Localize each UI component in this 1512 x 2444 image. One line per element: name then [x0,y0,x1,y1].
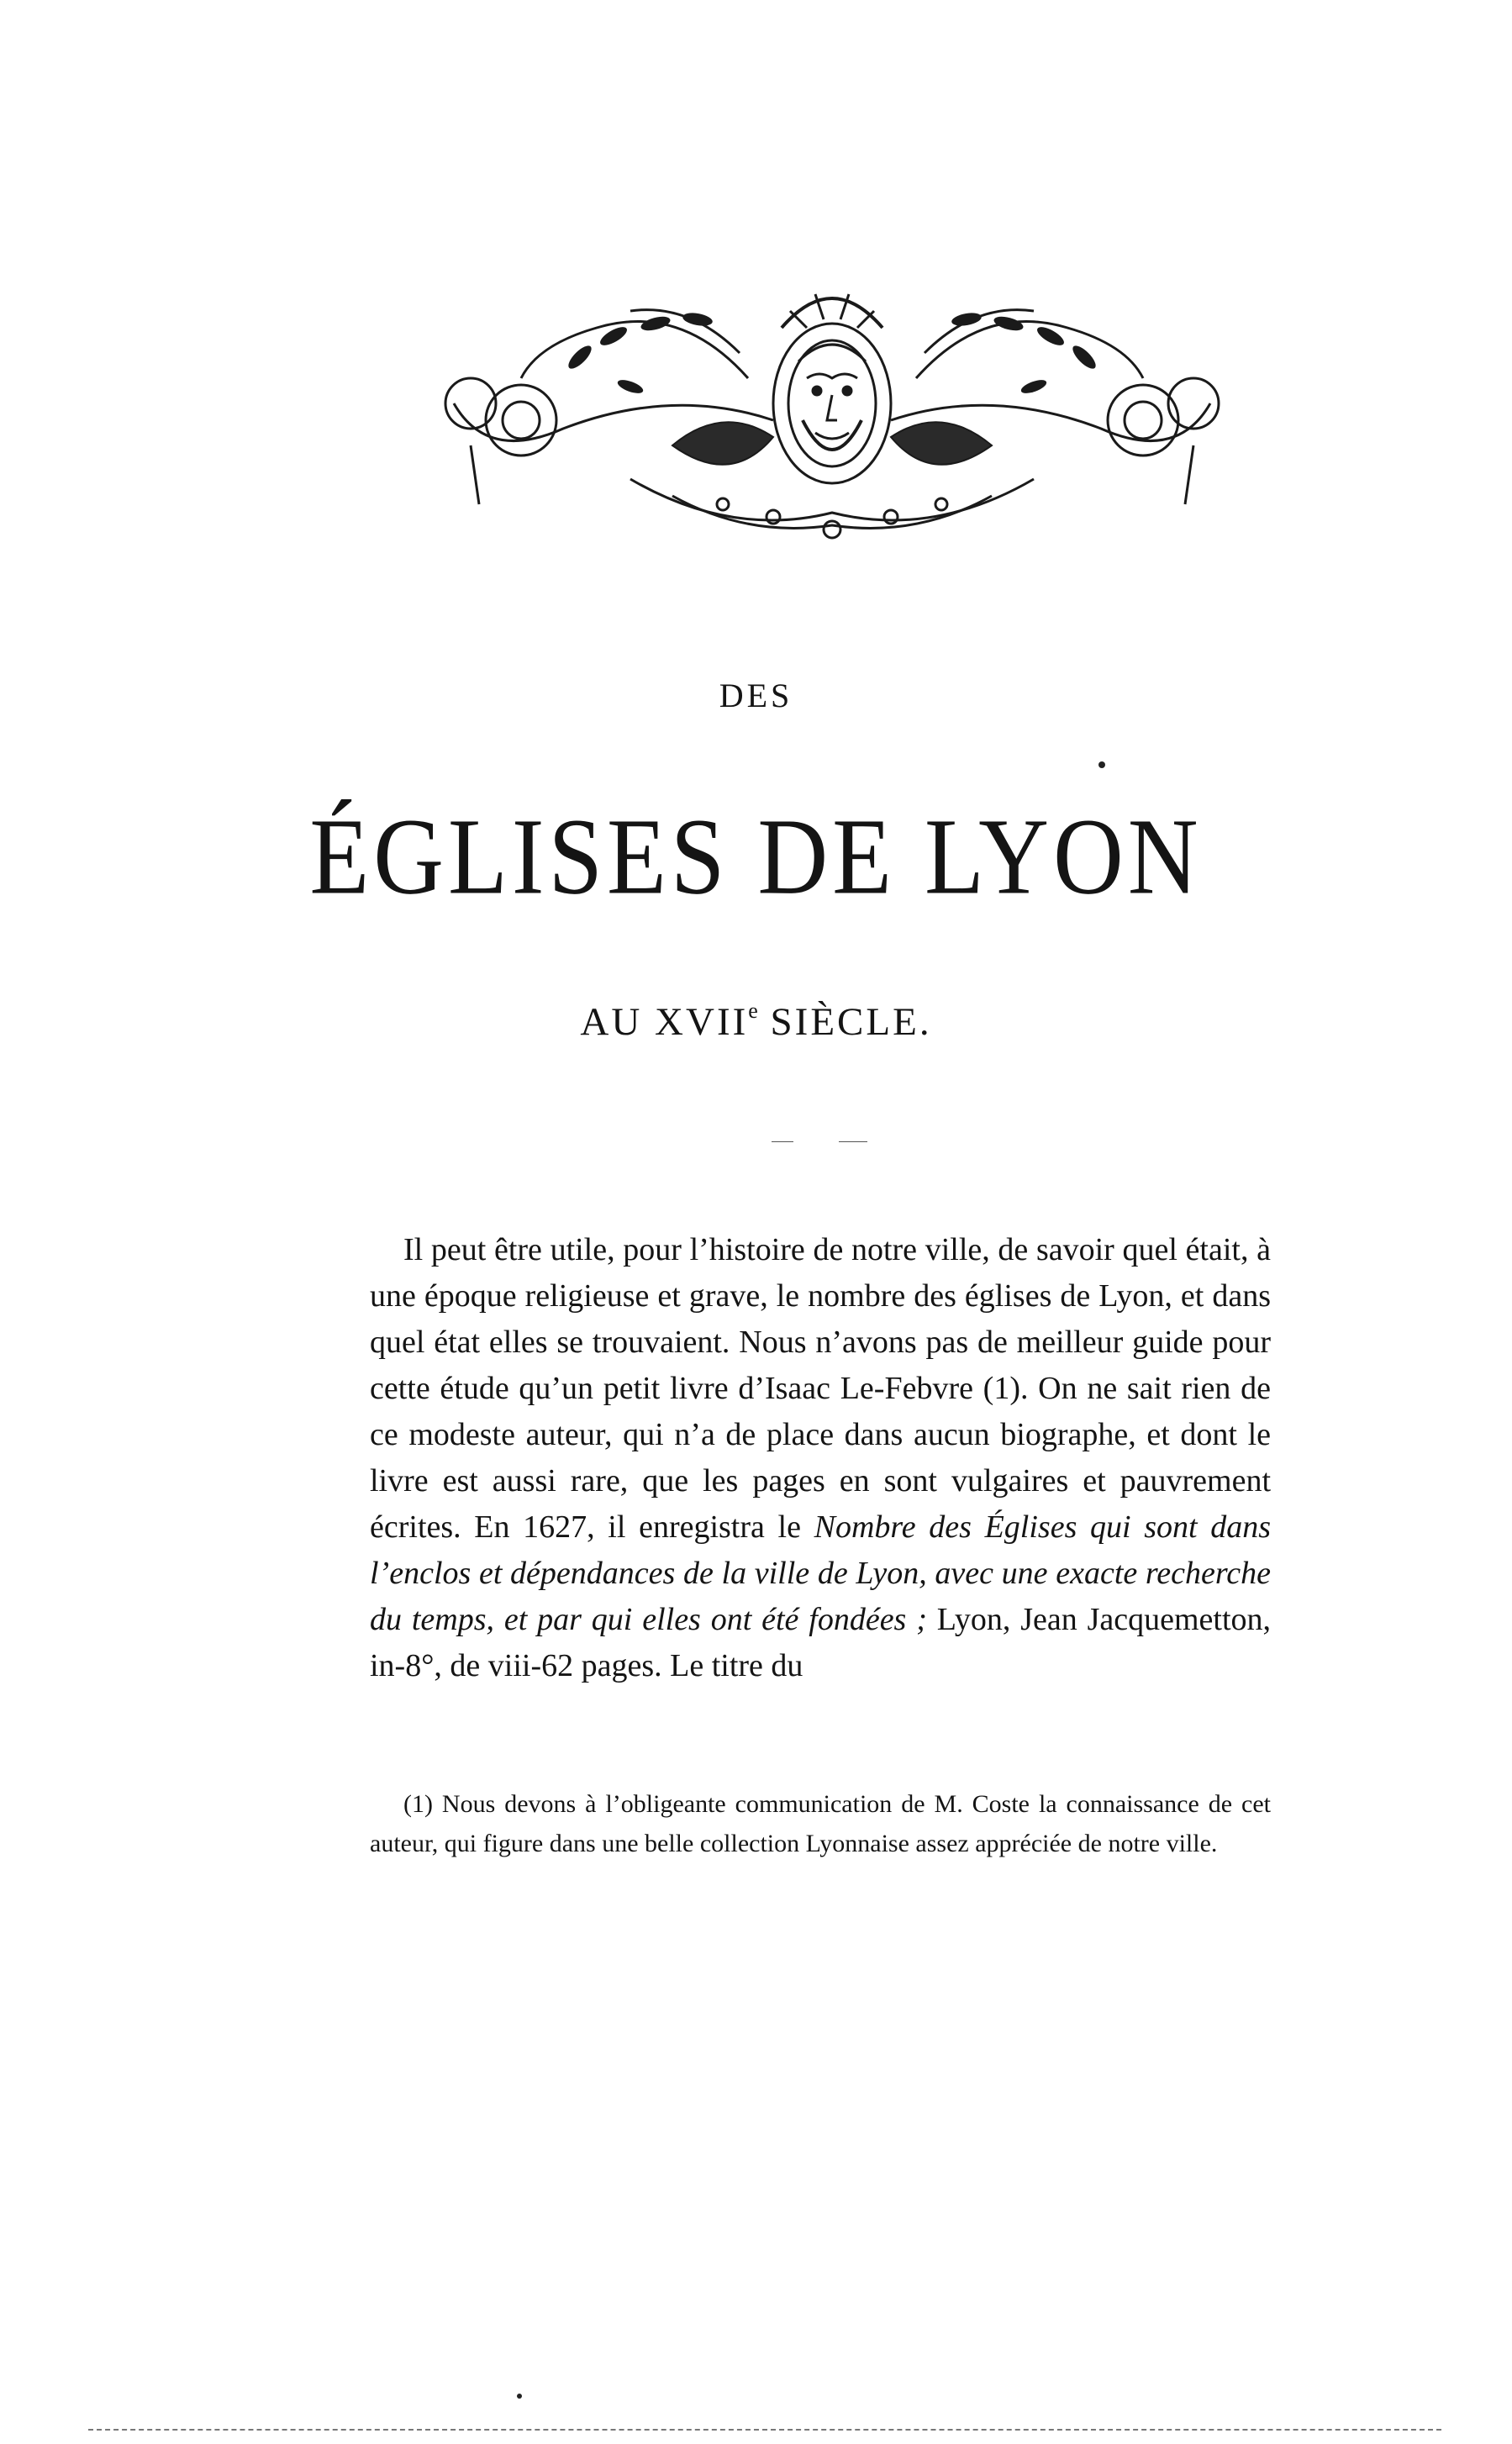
page-subtitle: AU XVIIe SIÈCLE. [580,998,932,1044]
page-title: ÉGLISES DE LYON [309,797,1203,918]
foliate-mask-headpiece-icon [420,277,1244,555]
printer-dot [1098,761,1105,768]
ornamental-rule-left [772,1141,793,1142]
stray-mark [517,2394,522,2399]
page-edge-rule [88,2429,1441,2431]
ornamental-rule-right [839,1141,867,1142]
footnote: (1) Nous devons à l’obligeante communication de M. Coste la connaissance de cet auteur, qui figure dans une belle collection Lyonnaise assez appréciée de notre ville. [370,1790,1271,1857]
book-title-italic: Nombre des Églises qui sont dans l’enclos et dépendances de la ville de Lyon, avec une exacte recherche du temps, et par qui elles ont été fondées ; [370,1509,1271,1637]
body-paragraph: Il peut être utile, pour l’histoire de notre ville, de savoir quel était, à une époque religieuse et grave, le nombre des églises de Lyon, et dans quel état elles se trouvaient. Nous n’avons pas de meilleur guide pour cette étude qu’un petit livre d’Isaac Le-Febvre (1). On ne sait rien de ce modeste auteur, qui n’a de place dans aucun biographe, et dont le livre est aussi rare, que les pages en sont vulgaires et pauvrement écrites. En 1627, il enregistra le Nombre des Églises qui sont dans l’enclos et dépendances de la ville de Lyon, avec une exacte recherche du temps, et par qui elles ont été fondées ; Lyon, Jean Jacquemetton, in-8°, de viii-62 pages. Le titre du [370,1232,1272,1683]
title-kicker: DES [719,677,793,714]
subtitle-superscript: e [748,998,758,1023]
